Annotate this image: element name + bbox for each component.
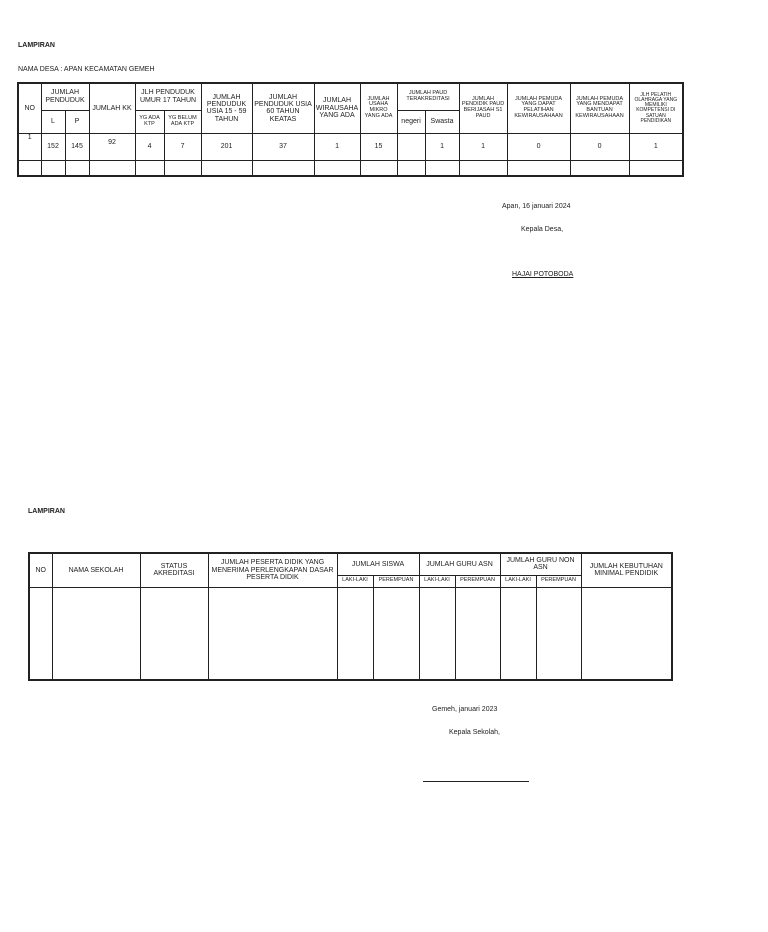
cell-ada-ktp: 4 (135, 133, 164, 160)
cell-swasta: 1 (425, 133, 459, 160)
table-row-empty-2 (29, 587, 672, 680)
cell-pelatih: 1 (629, 133, 683, 160)
header-jumlah-kk: JUMLAH KK (89, 83, 135, 133)
cell-no: 1 (18, 133, 41, 160)
header-guru-asn: JUMLAH GURU ASN (419, 553, 500, 575)
lampiran-title-2: LAMPIRAN (28, 508, 65, 515)
header-pemuda-pelatihan: JUMLAH PEMUDA YANG DAPAT PELATIHAN KEWIRAUSAHAAN (507, 83, 570, 133)
data-desa-table (17, 82, 684, 177)
header-p: P (65, 110, 89, 133)
header-nonasn-perempuan: PEREMPUAN (536, 575, 581, 587)
cell-pemuda-bantuan: 0 (570, 133, 629, 160)
header-usia15-59: JUMLAH PENDUDUK USIA 15 - 59 TAHUN (201, 83, 252, 133)
cell-l: 152 (41, 133, 65, 160)
header-swasta: Swasta (425, 110, 459, 133)
table-row-empty (18, 160, 683, 176)
cell-usia15-59: 201 (201, 133, 252, 160)
header-siswa-laki: LAKI-LAKI (337, 575, 373, 587)
header-usia60: JUMLAH PENDUDUK USIA 60 TAHUN KEATAS (252, 83, 314, 133)
header-l: L (41, 110, 65, 133)
cell-negeri (397, 133, 425, 160)
cell-usaha-mikro: 15 (360, 133, 397, 160)
header-siswa-perempuan: PEREMPUAN (373, 575, 419, 587)
header-pendidik-paud: JUMLAH PENDIDIK PAUD BERIJASAH S1 PAUD (459, 83, 507, 133)
signature-line-2 (423, 781, 529, 782)
header-jumlah-siswa: JUMLAH SISWA (337, 553, 419, 575)
header-status-akreditasi: STATUS AKREDITASI (140, 553, 208, 587)
cell-wirausaha: 1 (314, 133, 360, 160)
header-peserta-didik: JUMLAH PESERTA DIDIK YANG MENERIMA PERLENGKAPAN DASAR PESERTA DIDIK (208, 553, 337, 587)
header-belum-ktp: YG BELUM ADA KTP (164, 110, 201, 133)
desa-label: NAMA DESA : APAN KECAMATAN GEMEH (18, 66, 155, 73)
signature-role-1: Kepala Desa, (521, 226, 564, 233)
header-paud: JUMLAH PAUD TERAKREDITASI (397, 83, 459, 110)
data-sekolah-table (28, 552, 673, 681)
header-negeri: negeri (397, 110, 425, 133)
signature-place-date-1: Apan, 16 januari 2024 (502, 203, 571, 210)
header-umur17: JLH PENDUDUK UMUR 17 TAHUN (135, 83, 201, 110)
header-no: NO (18, 83, 41, 133)
header-usaha-mikro: JUMLAH USAHA MIKRO YANG ADA (360, 83, 397, 133)
cell-pendidik-paud: 1 (459, 133, 507, 160)
signature-role-2: Kepala Sekolah, (449, 729, 500, 736)
header-kebutuhan-pendidik: JUMLAH KEBUTUHAN MINIMAL PENDIDIK (581, 553, 672, 587)
cell-p: 145 (65, 133, 89, 160)
header-jumlah-penduduk: JUMLAH PENDUDUK (41, 83, 89, 110)
header-no-2: NO (29, 553, 52, 587)
header-nama-sekolah: NAMA SEKOLAH (52, 553, 140, 587)
table-row (18, 133, 683, 160)
header-asn-perempuan: PEREMPUAN (455, 575, 500, 587)
signature-place-date-2: Gemeh, januari 2023 (432, 706, 498, 713)
signature-name-1: HAJAI POTOBODA (512, 271, 574, 278)
cell-belum-ktp: 7 (164, 133, 201, 160)
header-pelatih: JLH PELATIH OLAHRAGA YANG MEMILIKI KOMPETENSI DI SATUAN PENDIDIKAN (629, 83, 683, 133)
header-ada-ktp: YG ADA KTP (135, 110, 164, 133)
header-nonasn-laki: LAKI-LAKI (500, 575, 536, 587)
cell-pemuda-pelatihan: 0 (507, 133, 570, 160)
header-pemuda-bantuan: JUMLAH PEMUDA YANG MENDAPAT BANTUAN KEWIRAUSAHAAN (570, 83, 629, 133)
header-asn-laki: LAKI-LAKI (419, 575, 455, 587)
lampiran-title-1: LAMPIRAN (18, 42, 55, 49)
header-wirausaha: JUMLAH WIRAUSAHA YANG ADA (314, 83, 360, 133)
cell-usia60: 37 (252, 133, 314, 160)
header-guru-non-asn: JUMLAH GURU NON ASN (500, 553, 581, 575)
cell-kk: 92 (89, 133, 135, 160)
